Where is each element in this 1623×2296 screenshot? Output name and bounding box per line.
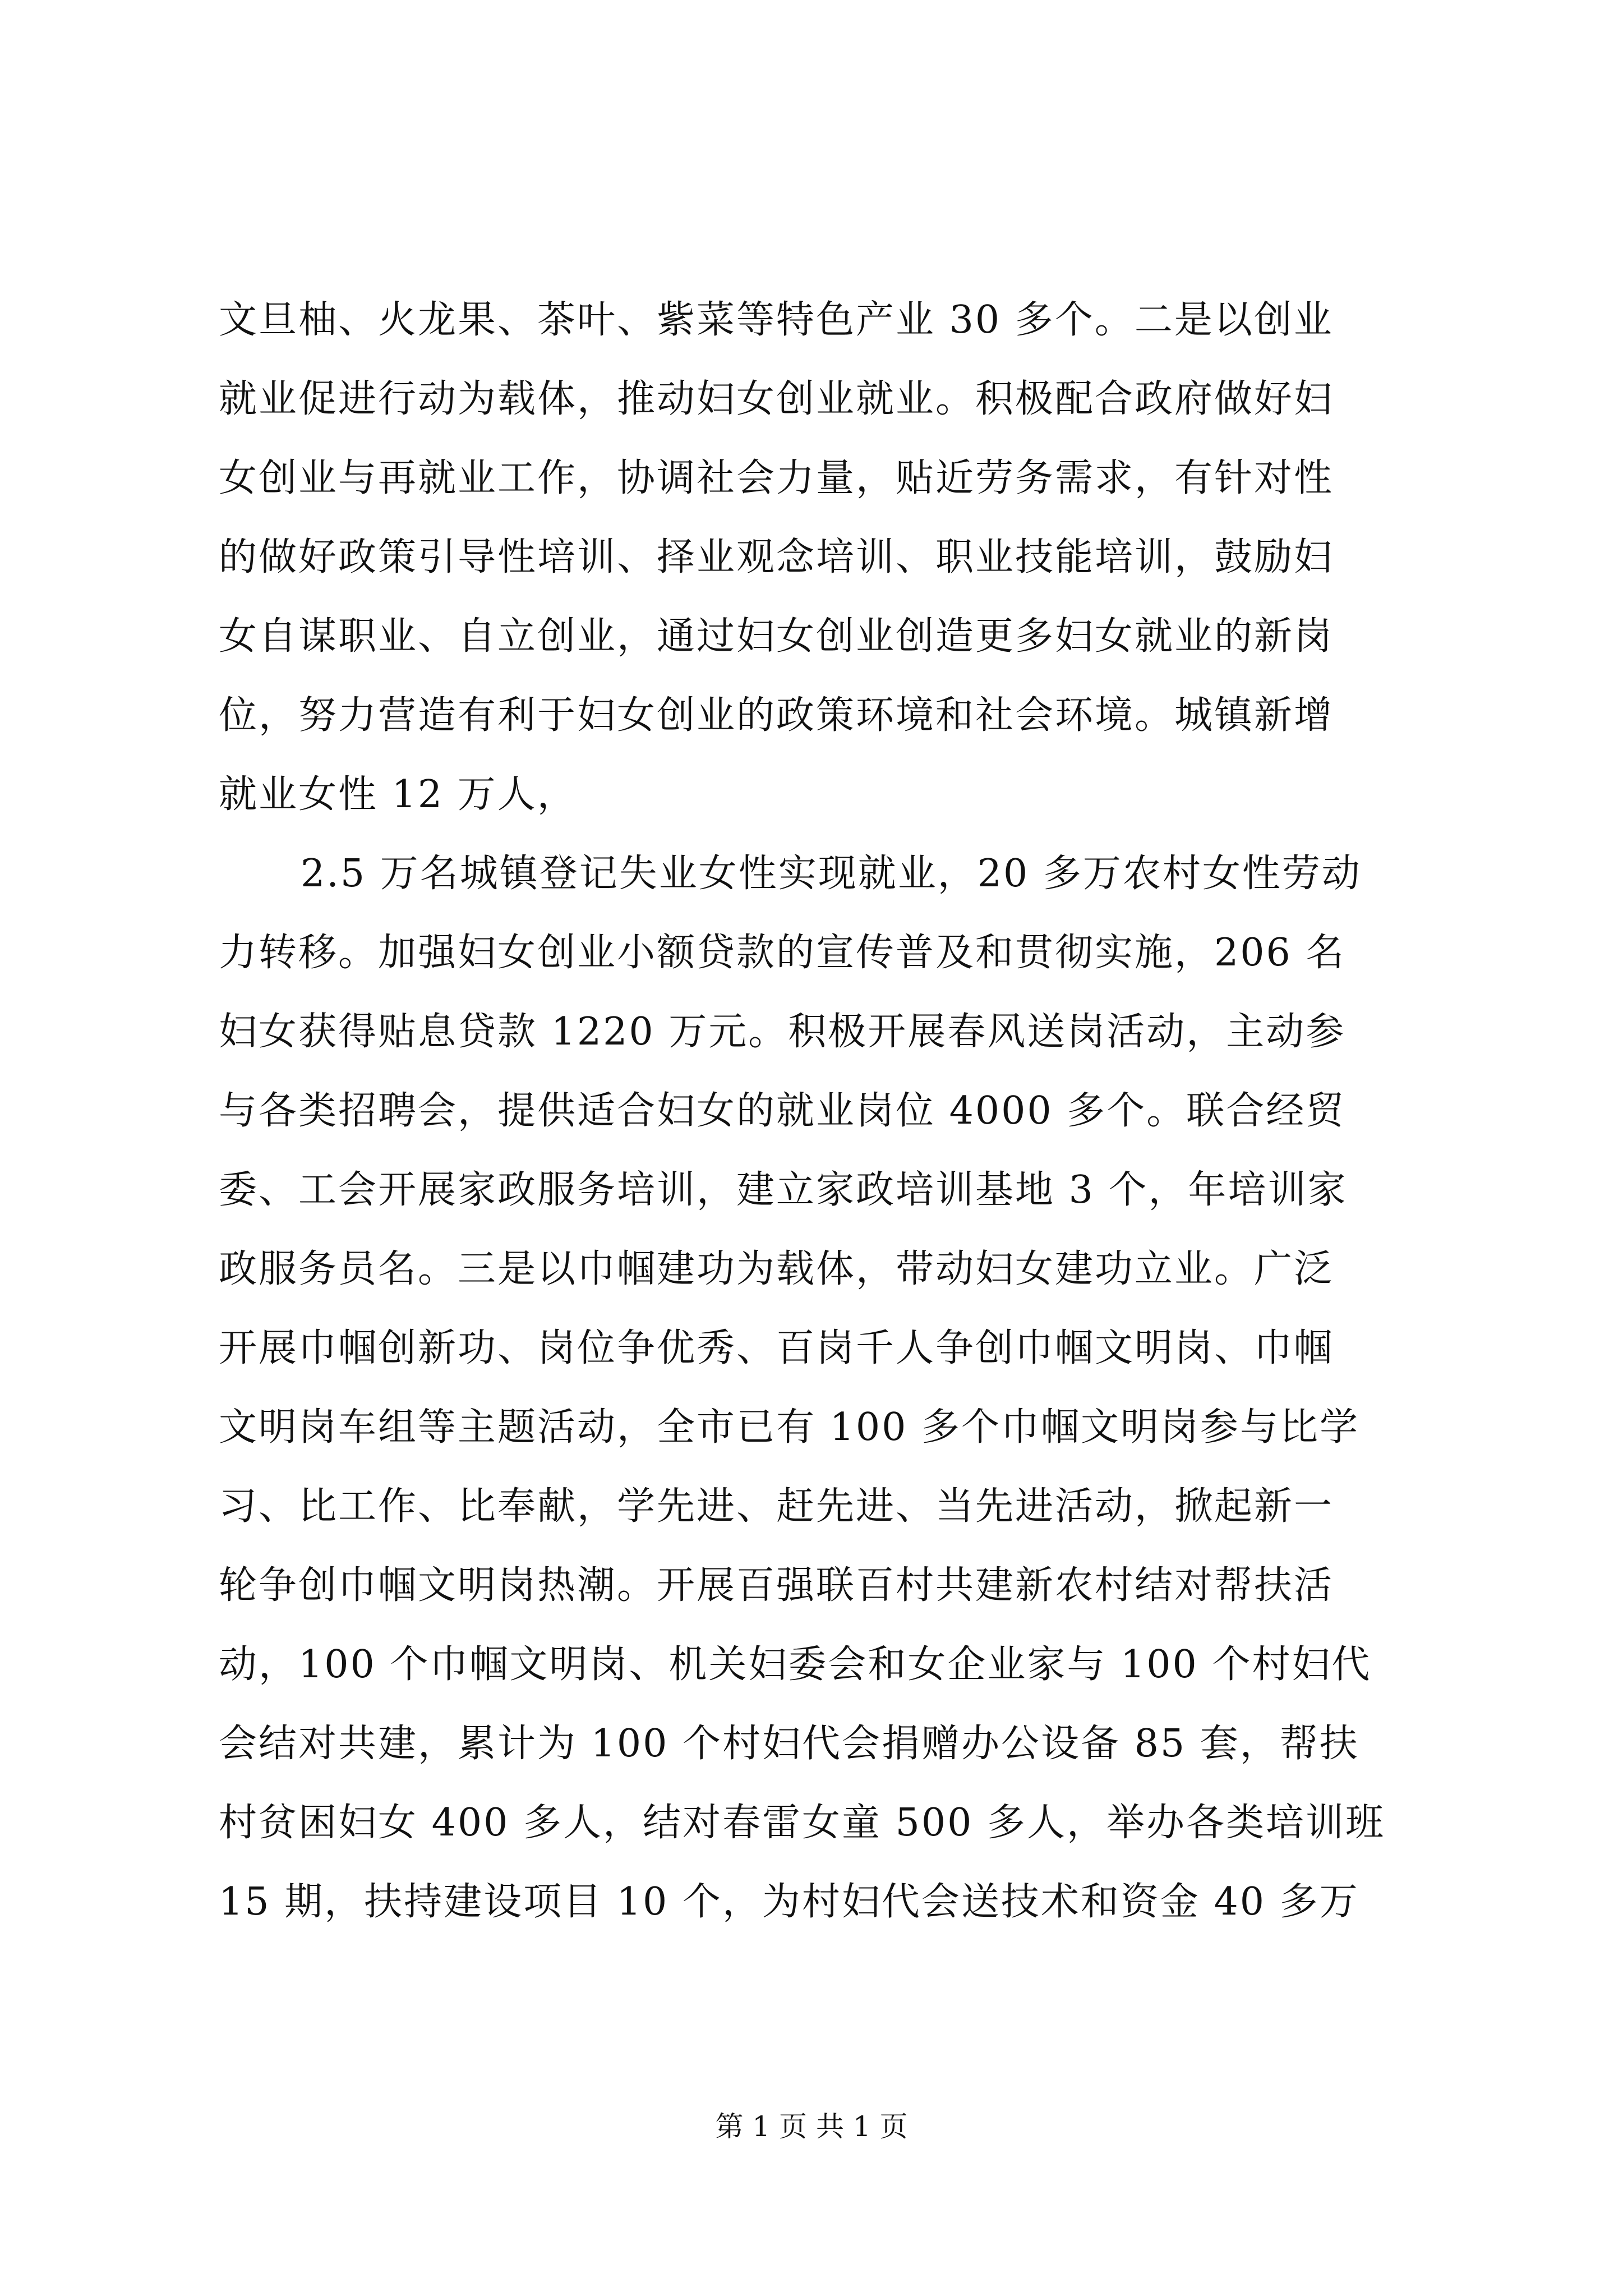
document-body: [219, 280, 1413, 1941]
text-line: 的做好政策引导性培训、择业观念培训、职业技能培训，鼓励妇: [219, 535, 1334, 579]
text-line: 文明岗车组等主题活动，全市已有 100 多个巾帼文明岗参与比学: [219, 1405, 1360, 1450]
text-line: 妇女获得贴息贷款 1220 万元。积极开展春风送岗活动，主动参: [219, 1010, 1346, 1054]
page-footer: 第 1 页 共 1 页: [715, 2110, 908, 2143]
text-line: 15 期，扶持建设项目 10 个，为村妇代会送技术和资金 40 多万: [219, 1880, 1359, 1924]
text-line: 委、工会开展家政服务培训，建立家政培训基地 3 个，年培训家: [219, 1168, 1348, 1212]
text-line: 就业女性 12 万人，: [219, 772, 577, 817]
text-line: 动，100 个巾帼文明岗、机关妇委会和女企业家与 100 个村妇代: [219, 1642, 1372, 1687]
text-line: 位，努力营造有利于妇女创业的政策环境和社会环境。城镇新增: [219, 693, 1334, 738]
text-line: 与各类招聘会，提供适合妇女的就业岗位 4000 多个。联合经贸: [219, 1089, 1346, 1133]
text-line: 政服务员名。三是以巾帼建功为载体，带动妇女建功立业。广泛: [219, 1247, 1334, 1291]
text-line: 力转移。加强妇女创业小额贷款的宣传普及和贯彻实施，206 名: [219, 931, 1346, 975]
text-line: 2.5 万名城镇登记失业女性实现就业，20 多万农村女性劳动: [301, 852, 1362, 896]
text-line: 女自谋职业、自立创业，通过妇女创业创造更多妇女就业的新岗: [219, 614, 1334, 659]
text-line: 会结对共建，累计为 100 个村妇代会捐赠办公设备 85 套，帮扶: [219, 1722, 1359, 1766]
text-line: 女创业与再就业工作，协调社会力量，贴近劳务需求，有针对性: [219, 456, 1334, 500]
text-line: 轮争创巾帼文明岗热潮。开展百强联百村共建新农村结对帮扶活: [219, 1563, 1334, 1608]
text-line: 开展巾帼创新功、岗位争优秀、百岗千人争创巾帼文明岗、巾帼: [219, 1326, 1334, 1370]
text-line: 文旦柚、火龙果、茶叶、紫菜等特色产业 30 多个。二是以创业: [219, 298, 1334, 342]
text-line: 村贫困妇女 400 多人，结对春雷女童 500 多人，举办各类培训班: [219, 1801, 1386, 1845]
text-line: 习、比工作、比奉献，学先进、赶先进、当先进活动，掀起新一: [219, 1484, 1334, 1529]
text-line: 就业促进行动为载体，推动妇女创业就业。积极配合政府做好妇: [219, 377, 1334, 421]
